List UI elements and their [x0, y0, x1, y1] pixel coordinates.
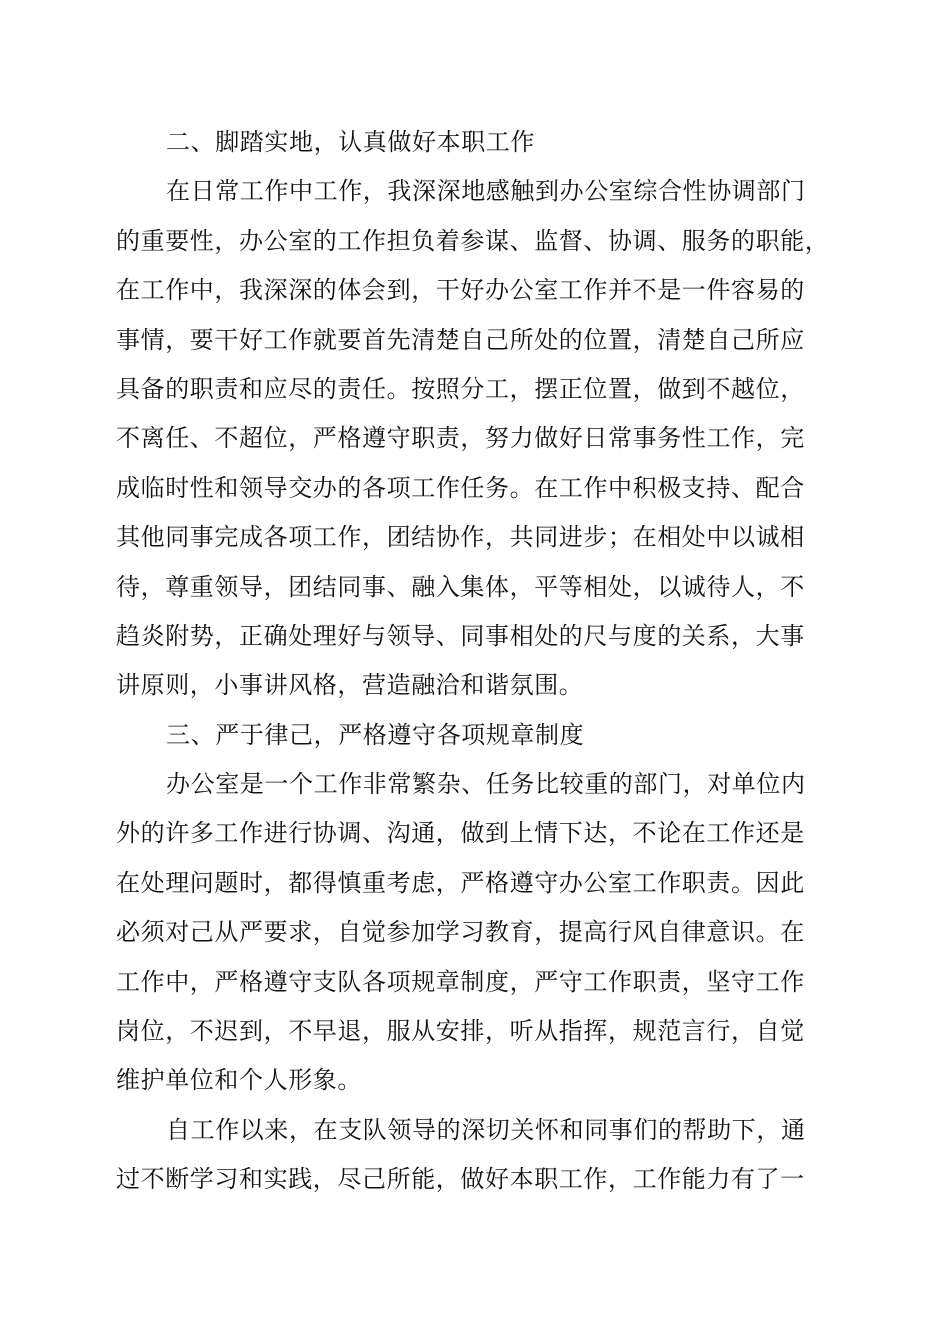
paragraph-line: 具备的职责和应尽的责任。按照分工，摆正位置，做到不越位，	[116, 374, 805, 403]
paragraph-line: 成临时性和领导交办的各项工作任务。在工作中积极支持、配合	[116, 473, 805, 502]
section-3-paragraph-1	[116, 760, 856, 1106]
document-page	[116, 118, 856, 1205]
paragraph-line: 外的许多工作进行协调、沟通，做到上情下达，不论在工作还是	[116, 819, 805, 848]
paragraph-line: 讲原则，小事讲风格，营造融洽和谐氛围。	[116, 671, 584, 700]
paragraph-line: 在处理问题时，都得慎重考虑，严格遵守办公室工作职责。因此	[116, 868, 805, 897]
paragraph-line: 事情，要干好工作就要首先清楚自己所处的位置，清楚自己所应	[116, 325, 805, 354]
paragraph-line: 待，尊重领导，团结同事、融入集体，平等相处，以诚待人，不	[116, 572, 805, 601]
paragraph-line: 过不断学习和实践，尽己所能，做好本职工作，工作能力有了一	[116, 1165, 805, 1194]
section-3-paragraph-2	[116, 1106, 856, 1205]
section-heading-2: 二、脚踏实地，认真做好本职工作	[166, 128, 535, 156]
paragraph-line: 在日常工作中工作，我深深地感触到办公室综合性协调部门	[166, 177, 806, 206]
section-2-paragraph-1	[116, 167, 856, 710]
paragraph-line: 办公室是一个工作非常繁杂、任务比较重的部门，对单位内	[166, 770, 806, 799]
paragraph-line: 趋炎附势，正确处理好与领导、同事相处的尺与度的关系，大事	[116, 621, 805, 650]
paragraph-line: 工作中，严格遵守支队各项规章制度，严守工作职责，坚守工作	[116, 967, 805, 996]
section-heading-3: 三、严于律己，严格遵守各项规章制度	[166, 720, 585, 749]
paragraph-line: 的重要性，办公室的工作担负着参谋、监督、协调、服务的职能，	[116, 226, 830, 255]
paragraph-line: 岗位，不迟到，不早退，服从安排，听从指挥，规范言行，自觉	[116, 1017, 805, 1046]
paragraph-line: 维护单位和个人形象。	[116, 1066, 362, 1095]
paragraph-line: 不离任、不超位，严格遵守职责，努力做好日常事务性工作，完	[116, 424, 805, 453]
paragraph-line: 在工作中，我深深的体会到，干好办公室工作并不是一件容易的	[116, 276, 805, 305]
paragraph-line: 自工作以来，在支队领导的深切关怀和同事们的帮助下，通	[166, 1115, 806, 1144]
paragraph-line: 其他同事完成各项工作，团结协作，共同进步；在相处中以诚相	[116, 523, 805, 552]
paragraph-line: 必须对己从严要求，自觉参加学习教育，提高行风自律意识。在	[116, 918, 805, 947]
